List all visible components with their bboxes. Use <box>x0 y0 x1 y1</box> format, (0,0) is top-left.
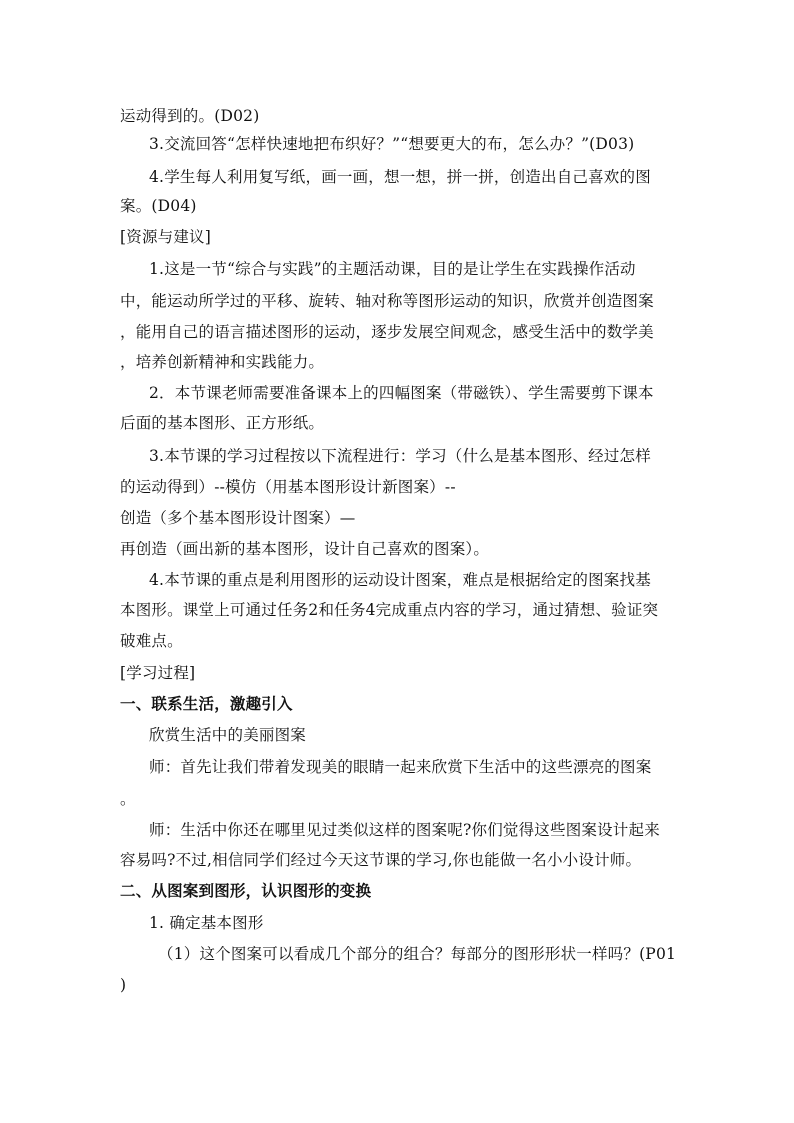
text-line: 的运动得到）--模仿（用基本图形设计新图案）-- <box>120 478 456 496</box>
text-line: 破难点。 <box>120 632 183 650</box>
section-heading: 二、从图案到图形，认识图形的变换 <box>120 882 372 900</box>
text-line: 4.本节课的重点是利用图形的运动设计图案，难点是根据给定的图案找基 <box>149 571 651 589</box>
text-line: 师：生活中你还在哪里见过类似这样的图案呢?你们觉得这些图案设计起来 <box>149 821 660 839</box>
text-line: 3.本节课的学习过程按以下流程进行：学习（什么是基本图形、经过怎样 <box>149 447 651 465</box>
text-line: 2．本节课老师需要准备课本上的四幅图案（带磁铁）、学生需要剪下课本 <box>149 384 654 402</box>
section-heading: [资源与建议] <box>120 228 211 246</box>
text-line: 师：首先让我们带着发现美的眼睛一起来欣赏下生活中的这些漂亮的图案 <box>149 758 652 776</box>
text-line: 4.学生每人利用复写纸，画一画，想一想，拼一拼，创造出自己喜欢的图 <box>149 168 651 186</box>
text-line: 容易吗?不过,相信同学们经过今天这节课的学习,你也能做一名小小设计师。 <box>120 851 642 869</box>
text-line: 1.这是一节“综合与实践”的主题活动课，目的是让学生在实践操作活动 <box>149 260 636 278</box>
text-line: 1. 确定基本图形 <box>149 914 264 932</box>
text-line: 。 <box>120 790 136 808</box>
text-line: 后面的基本图形、正方形纸。 <box>120 414 325 432</box>
text-line: 再创造（画出新的基本图形，设计自己喜欢的图案）。 <box>120 540 490 558</box>
text-line: 创造（多个基本图形设计图案）— <box>120 509 356 527</box>
text-line: 本图形。课堂上可通过任务2和任务4完成重点内容的学习，通过猜想、验证突 <box>120 601 659 619</box>
text-line: 3.交流回答“怎样快速地把布织好？”“想要更大的布，怎么办？”(D03) <box>149 135 635 153</box>
text-line: 中，能运动所学过的平移、旋转、轴对称等图形运动的知识，欣赏并创造图案 <box>120 292 654 310</box>
section-heading: 一、联系生活，激趣引入 <box>120 695 293 713</box>
text-line: 案。(D04) <box>120 197 197 215</box>
text-line: （1）这个图案可以看成几个部分的组合？每部分的图形形状一样吗？(P01 <box>158 945 677 963</box>
text-line: ，能用自己的语言描述图形的运动，逐步发展空间观念，感受生活中的数学美 <box>120 323 654 341</box>
text-line: ，培养创新精神和实践能力。 <box>120 353 325 371</box>
text-line: 运动得到的。(D02) <box>120 107 260 125</box>
text-line: ) <box>120 976 127 994</box>
text-line: 欣赏生活中的美丽图案 <box>149 726 307 744</box>
section-heading: [学习过程] <box>120 664 196 682</box>
